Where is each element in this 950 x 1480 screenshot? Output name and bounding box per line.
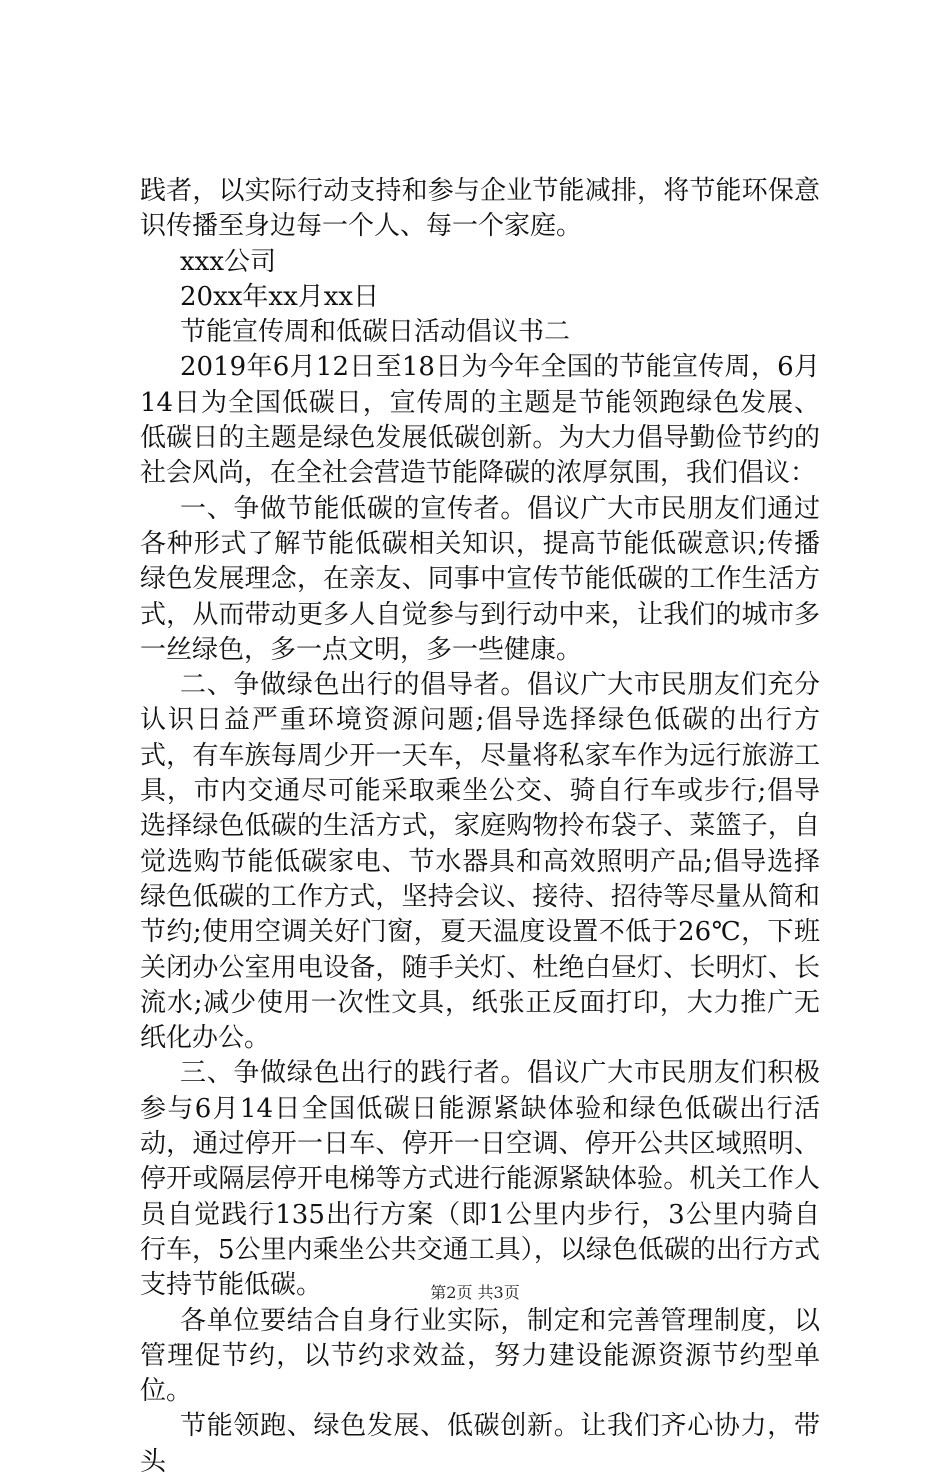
paragraph: 节能领跑、绿色发展、低碳创新。让我们齐心协力，带头 (140, 1411, 820, 1477)
section-title: 节能宣传周和低碳日活动倡议书二 (180, 317, 571, 348)
company-signature: xxx公司 (180, 246, 276, 277)
paragraph: 各单位要结合自身行业实际，制定和完善管理制度，以管理促节约，以节约求效益，努力建设能源资源节约型单位。 (140, 1305, 820, 1407)
paragraph: 一、争做节能低碳的宣传者。倡议广大市民朋友们通过各种形式了解节能低碳相关知识，提高节能低碳意识;传播绿色发展理念，在亲友、同事中宣传节能低碳的工作生活方式，从而带动更多人自觉参与到行动中来，让我们的城市多一丝绿色，多一点文明，多一些健康。 (140, 493, 820, 665)
paragraph: 2019年6月12日至18日为今年全国的节能宣传周，6月14日为全国低碳日，宣传周的主题是节能领跑绿色发展、低碳日的主题是绿色发展低碳创新。为大力倡导勤俭节约的社会风尚，在全社会营造节能降碳的浓厚氛围，我们倡议： (140, 352, 820, 489)
signature-date: 20xx年xx月xx日 (180, 281, 380, 312)
paragraph: 三、争做绿色出行的践行者。倡议广大市民朋友们积极参与6月14日全国低碳日能源紧缺体验和绿色低碳出行活动，通过停开一日车、停开一日空调、停开公共区域照明、停开或隔层停开电梯等方式进行能源紧缺体验。机关工作人员自觉践行135出行方案（即1公里内步行，3公里内骑自行车，5公里内乘坐公共交通工具），以绿色低碳的出行方式支持节能低碳。 (140, 1058, 820, 1301)
paragraph: 二、争做绿色出行的倡导者。倡议广大市民朋友们充分认识日益严重环境资源问题;倡导选择绿色低碳的出行方式，有车族每周少开一天车，尽量将私家车作为远行旅游工具，市内交通尽可能采取乘坐公交、骑自行车或步行;倡导选择绿色低碳的生活方式，家庭购物拎布袋子、菜篮子，自觉选购节能低碳家电、节水器具和高效照明产品;倡导选择绿色低碳的工作方式，坚持会议、接待、招待等尽量从简和节约;使用空调关好门窗，夏天温度设置不低于26℃，下班关闭办公室用电设备，随手关灯、杜绝白昼灯、长明灯、长流水;减少使用一次性文具，纸张正反面打印，大力推广无纸化办公。 (140, 670, 820, 1054)
page-footer: 第2页 共3页 (430, 1283, 520, 1302)
paragraph: 践者，以实际行动支持和参与企业节能减排，将节能环保意识传播至身边每一个人、每一个家庭。 (140, 176, 820, 242)
